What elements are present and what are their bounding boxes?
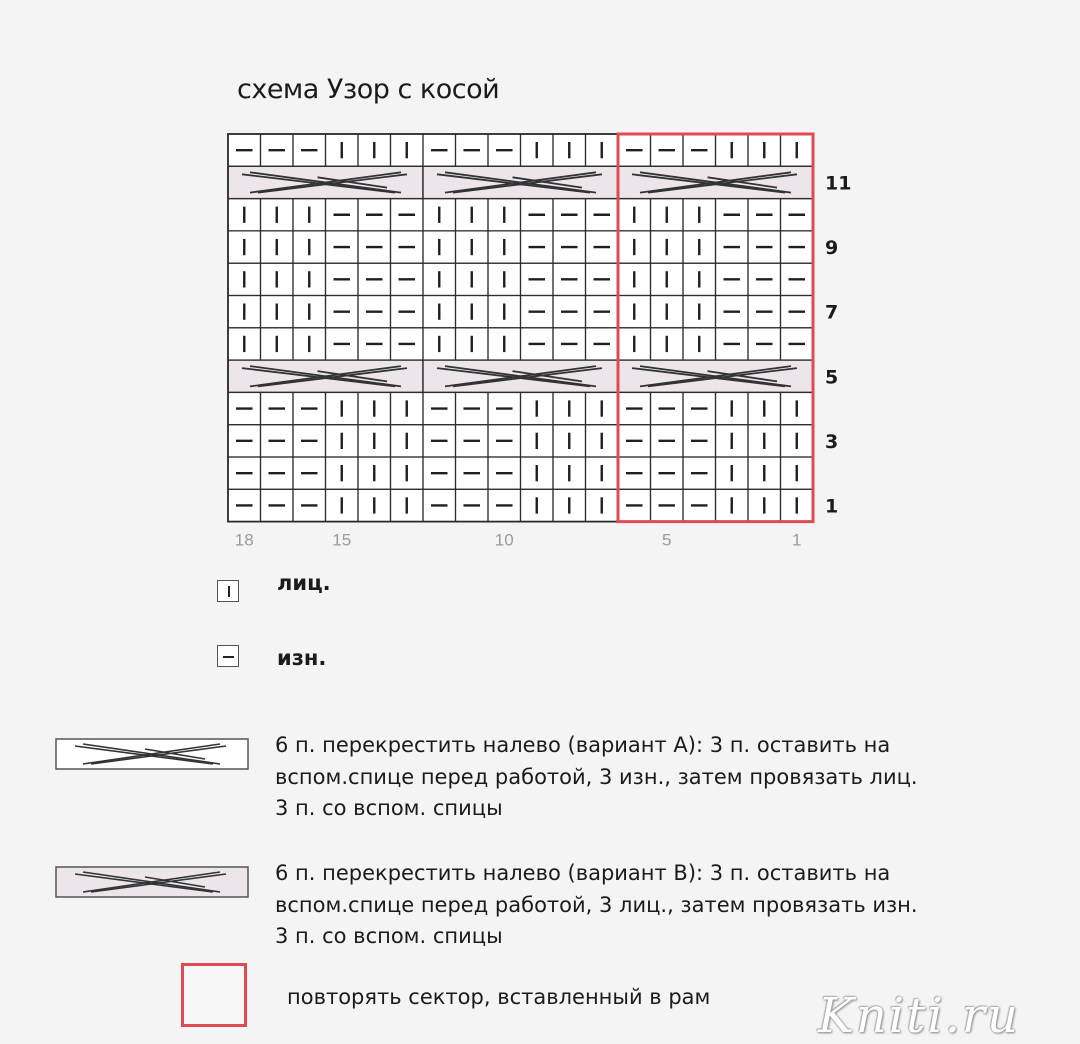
cable-b-symbol-icon (55, 866, 249, 898)
cable-a-line-2: вспом.спице перед работой, 3 изн., затем провязать лиц. (275, 764, 918, 789)
cable-b-line-3: 3 п. со вспом. спицы (275, 924, 503, 948)
column-number-label: 10 (494, 530, 514, 550)
column-number-label: 15 (332, 530, 352, 550)
row-number-label: 1 (825, 495, 839, 518)
cable-b-line-1: 6 п. перекрестить налево (вариант В): 3 п. оставить на (275, 861, 891, 885)
cable-row-11 (228, 166, 813, 198)
chart-title: схема Узор с косой (237, 74, 500, 105)
column-number-label: 18 (234, 530, 254, 550)
repeat-legend-text: повторять сектор, вставленный в рам (287, 985, 711, 1009)
purl-symbol-icon (217, 645, 239, 667)
cable-b-line-2: вспом.спице перед работой, 3 лиц., затем провязать изн. (275, 892, 918, 917)
cable-a-line-3: 3 п. со вспом. спицы (275, 796, 503, 820)
cable-a-symbol-icon (55, 738, 249, 770)
row-number-label: 11 (825, 172, 852, 195)
knit-symbol-icon (217, 580, 239, 602)
column-number-label: 1 (792, 530, 802, 550)
watermark-logo: Kniti.ru (818, 988, 1020, 1044)
repeat-frame-icon (181, 963, 247, 1027)
column-number-label: 5 (662, 530, 672, 550)
cable-row-5 (228, 360, 813, 392)
row-number-label: 5 (825, 366, 839, 389)
row-number-label: 3 (825, 430, 839, 453)
cable-a-description (275, 730, 918, 825)
row-number-label: 9 (825, 237, 839, 260)
cable-b-description (275, 858, 918, 953)
purl-legend-label: изн. (277, 646, 327, 670)
cable-a-line-1: 6 п. перекрестить налево (вариант А): 3 п. оставить на (275, 733, 891, 757)
knit-legend-label: лиц. (277, 571, 331, 595)
row-number-label: 7 (825, 301, 839, 324)
